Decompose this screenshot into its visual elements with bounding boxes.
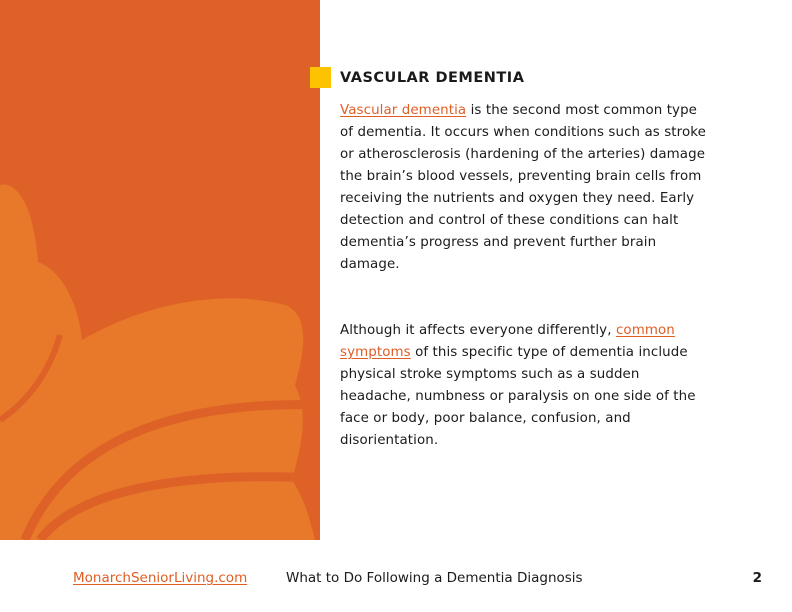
- footer-site-link[interactable]: MonarchSeniorLiving.com: [73, 570, 248, 586]
- paragraph-text-after-link: of this specific type of dementia include physical stroke symptoms such as a sudden headache, numbness or paralysis on one side of the face or body, poor balance, confusion, and disorientation.: [340, 345, 696, 448]
- paragraph-text-before-link: Although it affects everyone differently,: [340, 323, 616, 338]
- paragraph-symptoms: [340, 320, 712, 452]
- vascular-dementia-link[interactable]: Vascular dementia: [340, 103, 467, 118]
- section-heading: VASCULAR DEMENTIA: [340, 70, 525, 86]
- heading-square-marker: [310, 67, 331, 88]
- leaf-illustration: [0, 0, 320, 540]
- page-number: 2: [752, 570, 762, 586]
- paragraph-vascular-dementia: [340, 100, 712, 276]
- paragraph-text: is the second most common type of dementia. It occurs when conditions such as stroke or atherosclerosis (hardening of the arteries) damage the brain’s blood vessels, preventing brain cells from receiving the nutrients and oxygen they need. Early detection and control of these conditions can halt dementia’s progress and prevent further brain damage.: [340, 103, 706, 272]
- decorative-leaf-panel: [0, 0, 320, 540]
- footer-document-title: What to Do Following a Dementia Diagnosis: [286, 570, 583, 586]
- page-footer: [0, 540, 792, 612]
- common-symptoms-link[interactable]: common symptoms: [340, 323, 675, 360]
